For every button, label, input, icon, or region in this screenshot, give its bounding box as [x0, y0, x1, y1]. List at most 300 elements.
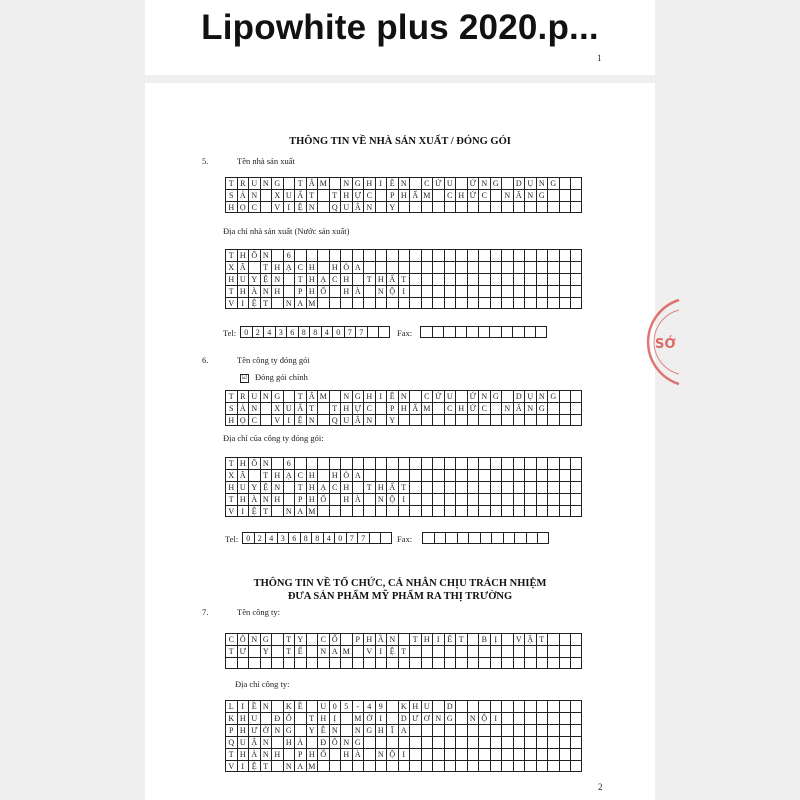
grid-cell: I — [398, 285, 410, 297]
grid-cell — [386, 457, 398, 469]
grid-cell — [294, 724, 306, 736]
grid-cell — [260, 201, 272, 213]
grid-cell — [455, 481, 467, 493]
packer-address-grid — [225, 457, 582, 517]
grid-row — [225, 633, 582, 645]
grid-cell — [352, 481, 364, 493]
packer-name-label: Tên công ty đóng gói — [237, 355, 310, 365]
grid-cell — [547, 261, 559, 273]
grid-cell — [386, 469, 398, 481]
grid-cell — [306, 736, 318, 748]
grid-cell — [570, 177, 582, 189]
grid-cell: Ậ — [524, 633, 536, 645]
manufacturer-name-label: Tên nhà sản xuất — [237, 156, 295, 166]
grid-cell: N — [271, 273, 283, 285]
company-name-grid — [225, 633, 582, 669]
grid-cell: 8 — [311, 532, 323, 544]
grid-cell: 8 — [300, 532, 312, 544]
grid-cell — [283, 657, 295, 669]
grid-cell — [536, 505, 548, 517]
grid-cell — [524, 748, 536, 760]
grid-cell: 4 — [265, 532, 277, 544]
grid-cell: T — [225, 177, 237, 189]
grid-cell — [444, 645, 456, 657]
section-5-number: 5. — [202, 156, 209, 166]
grid-cell: G — [352, 177, 364, 189]
grid-cell — [536, 201, 548, 213]
grid-cell — [547, 700, 559, 712]
grid-cell — [444, 724, 456, 736]
grid-cell — [421, 285, 433, 297]
grid-cell — [398, 414, 410, 426]
grid-cell — [248, 657, 260, 669]
grid-cell — [444, 201, 456, 213]
grid-cell: H — [271, 261, 283, 273]
grid-cell — [570, 712, 582, 724]
grid-cell: T — [294, 177, 306, 189]
grid-cell — [409, 748, 421, 760]
grid-cell: T — [455, 633, 467, 645]
grid-cell — [490, 273, 502, 285]
grid-cell — [559, 402, 571, 414]
grid-cell: U — [340, 201, 352, 213]
grid-cell — [421, 505, 433, 517]
grid-cell: Ệ — [248, 760, 260, 772]
manufacturer-name-grid — [225, 177, 582, 213]
grid-cell — [501, 390, 513, 402]
grid-cell: Ứ — [467, 189, 479, 201]
grid-cell: N — [248, 633, 260, 645]
grid-cell: H — [329, 261, 341, 273]
grid-row — [225, 736, 582, 748]
grid-cell: N — [363, 201, 375, 213]
grid-cell — [547, 724, 559, 736]
grid-cell — [455, 249, 467, 261]
grid-cell — [409, 481, 421, 493]
grid-cell — [490, 201, 502, 213]
grid-cell: A — [294, 760, 306, 772]
grid-cell — [501, 261, 513, 273]
grid-cell: Ệ — [248, 505, 260, 517]
grid-cell — [375, 505, 387, 517]
grid-cell: G — [271, 177, 283, 189]
grid-cell: Ẩ — [409, 189, 421, 201]
grid-cell: T — [260, 760, 272, 772]
grid-row — [225, 390, 582, 402]
grid-cell: C — [478, 189, 490, 201]
grid-cell — [490, 645, 502, 657]
grid-cell — [570, 261, 582, 273]
grid-cell: Ọ — [237, 414, 249, 426]
grid-cell — [340, 633, 352, 645]
grid-cell — [536, 724, 548, 736]
grid-cell: A — [329, 645, 341, 657]
grid-cell — [378, 326, 390, 338]
grid-cell: Y — [294, 633, 306, 645]
grid-cell — [306, 457, 318, 469]
grid-cell: A — [352, 469, 364, 481]
grid-cell: 7 — [344, 326, 356, 338]
grid-cell: C — [421, 390, 433, 402]
grid-cell — [536, 748, 548, 760]
grid-cell — [421, 748, 433, 760]
grid-cell — [455, 760, 467, 772]
grid-row — [225, 760, 582, 772]
grid-cell: T — [283, 645, 295, 657]
grid-cell — [467, 201, 479, 213]
grid-cell — [375, 414, 387, 426]
grid-cell — [444, 657, 456, 669]
grid-cell: Ờ — [260, 724, 272, 736]
grid-cell — [547, 414, 559, 426]
grid-cell — [478, 700, 490, 712]
grid-cell: Ã — [237, 261, 249, 273]
grid-cell — [380, 532, 392, 544]
grid-cell — [444, 481, 456, 493]
grid-cell: X — [225, 261, 237, 273]
grid-cell: C — [294, 261, 306, 273]
grid-cell — [421, 297, 433, 309]
grid-cell — [421, 249, 433, 261]
grid-cell — [329, 297, 341, 309]
grid-cell — [432, 724, 444, 736]
grid-cell: N — [260, 457, 272, 469]
grid-cell — [559, 505, 571, 517]
grid-cell — [570, 297, 582, 309]
grid-cell — [570, 273, 582, 285]
grid-cell — [271, 297, 283, 309]
grid-cell — [432, 645, 444, 657]
grid-cell — [421, 760, 433, 772]
grid-cell — [271, 457, 283, 469]
grid-cell: Ụ — [524, 390, 536, 402]
grid-cell — [524, 505, 536, 517]
grid-cell — [409, 285, 421, 297]
grid-cell: H — [225, 414, 237, 426]
grid-cell — [478, 273, 490, 285]
grid-cell — [386, 505, 398, 517]
grid-cell — [455, 469, 467, 481]
grid-cell — [409, 724, 421, 736]
grid-cell — [409, 657, 421, 669]
grid-cell: Ớ — [363, 712, 375, 724]
grid-row — [225, 297, 582, 309]
grid-cell — [432, 469, 444, 481]
grid-row — [225, 177, 582, 189]
grid-cell — [432, 457, 444, 469]
grid-cell — [501, 505, 513, 517]
grid-cell — [363, 657, 375, 669]
grid-cell — [547, 493, 559, 505]
grid-row — [225, 261, 582, 273]
grid-cell — [524, 657, 536, 669]
grid-cell — [467, 736, 479, 748]
grid-cell: Ơ — [421, 712, 433, 724]
grid-cell — [570, 414, 582, 426]
manufacturer-address-label: Địa chỉ nhà sản xuất (Nước sản xuất) — [223, 226, 350, 236]
grid-row — [225, 712, 582, 724]
grid-cell — [559, 249, 571, 261]
grid-cell — [547, 402, 559, 414]
grid-cell: M — [340, 645, 352, 657]
grid-cell: À — [248, 493, 260, 505]
grid-cell — [455, 724, 467, 736]
grid-cell — [559, 285, 571, 297]
grid-cell: Ứ — [467, 177, 479, 189]
section-6-number: 6. — [202, 355, 209, 365]
grid-cell — [340, 657, 352, 669]
grid-cell — [375, 201, 387, 213]
grid-cell — [317, 249, 329, 261]
grid-cell — [501, 760, 513, 772]
grid-cell — [421, 657, 433, 669]
grid-cell — [444, 748, 456, 760]
grid-cell — [501, 748, 513, 760]
grid-cell — [375, 189, 387, 201]
grid-cell — [421, 273, 433, 285]
grid-cell: T — [225, 390, 237, 402]
grid-cell: N — [260, 748, 272, 760]
grid-cell — [536, 469, 548, 481]
grid-row — [225, 700, 582, 712]
grid-cell: Ệ — [248, 297, 260, 309]
grid-cell — [352, 645, 364, 657]
grid-cell — [536, 712, 548, 724]
grid-cell: G — [536, 189, 548, 201]
grid-cell: H — [409, 700, 421, 712]
grid-cell — [398, 505, 410, 517]
grid-cell — [570, 481, 582, 493]
grid-cell: C — [317, 633, 329, 645]
grid-cell — [306, 645, 318, 657]
grid-cell — [478, 493, 490, 505]
packer-tel-grid — [242, 532, 392, 544]
grid-cell — [512, 326, 524, 338]
grid-cell: Ố — [317, 748, 329, 760]
grid-cell — [306, 249, 318, 261]
grid-cell — [490, 505, 502, 517]
grid-cell: T — [225, 645, 237, 657]
grid-cell — [536, 645, 548, 657]
grid-cell — [467, 657, 479, 669]
grid-cell — [478, 760, 490, 772]
grid-cell — [386, 249, 398, 261]
grid-cell: N — [248, 189, 260, 201]
grid-cell: T — [283, 633, 295, 645]
grid-cell: Ấ — [386, 481, 398, 493]
grid-cell — [421, 469, 433, 481]
grid-cell: H — [306, 493, 318, 505]
grid-cell: H — [340, 748, 352, 760]
grid-cell: H — [237, 724, 249, 736]
grid-cell: N — [248, 402, 260, 414]
grid-cell: N — [340, 390, 352, 402]
grid-cell — [283, 390, 295, 402]
grid-cell: H — [306, 261, 318, 273]
grid-cell: Ề — [248, 700, 260, 712]
grid-cell — [317, 505, 329, 517]
grid-cell: I — [237, 700, 249, 712]
grid-cell: N — [260, 736, 272, 748]
grid-cell: Ị — [329, 712, 341, 724]
grid-cell: C — [248, 414, 260, 426]
grid-cell — [294, 712, 306, 724]
grid-cell — [524, 457, 536, 469]
grid-cell: T — [225, 748, 237, 760]
grid-cell: N — [352, 724, 364, 736]
grid-cell: V — [513, 633, 525, 645]
grid-cell: Ả — [237, 402, 249, 414]
grid-row — [225, 724, 582, 736]
grid-cell — [478, 645, 490, 657]
grid-cell — [444, 736, 456, 748]
responsible-heading-line1: THÔNG TIN VỀ TỔ CHỨC, CÁ NHÂN CHỊU TRÁCH NHIỆM — [253, 578, 547, 589]
grid-cell: 4 — [321, 326, 333, 338]
grid-cell — [467, 469, 479, 481]
grid-cell — [317, 760, 329, 772]
manufacturer-tel-label: Tel: — [223, 328, 237, 338]
grid-cell: Ế — [294, 645, 306, 657]
grid-cell: G — [547, 177, 559, 189]
grid-cell: 4 — [363, 700, 375, 712]
grid-cell: H — [363, 177, 375, 189]
grid-cell — [524, 760, 536, 772]
grid-cell — [478, 414, 490, 426]
grid-cell: U — [340, 414, 352, 426]
grid-cell — [513, 505, 525, 517]
grid-cell: Ô — [283, 712, 295, 724]
packer-address-label: Địa chỉ của công ty đóng gói: — [223, 433, 324, 443]
grid-cell: Ề — [294, 700, 306, 712]
grid-cell — [455, 457, 467, 469]
grid-cell — [547, 189, 559, 201]
grid-cell — [536, 481, 548, 493]
grid-cell — [513, 414, 525, 426]
grid-row — [225, 402, 582, 414]
grid-cell: Đ — [271, 712, 283, 724]
grid-cell — [329, 505, 341, 517]
grid-cell — [501, 633, 513, 645]
grid-cell: S — [225, 402, 237, 414]
grid-cell: T — [294, 481, 306, 493]
grid-cell — [570, 402, 582, 414]
grid-cell — [570, 748, 582, 760]
grid-cell — [467, 493, 479, 505]
grid-cell — [421, 724, 433, 736]
grid-cell — [467, 261, 479, 273]
grid-cell: À — [352, 285, 364, 297]
grid-cell: N — [340, 177, 352, 189]
grid-cell: Ư — [237, 645, 249, 657]
grid-cell — [524, 469, 536, 481]
grid-cell: I — [237, 297, 249, 309]
grid-cell: I — [283, 201, 295, 213]
grid-cell — [478, 748, 490, 760]
grid-cell — [409, 273, 421, 285]
grid-cell: M — [421, 402, 433, 414]
grid-row — [225, 469, 582, 481]
grid-cell — [570, 724, 582, 736]
grid-cell — [513, 469, 525, 481]
grid-cell: N — [478, 177, 490, 189]
grid-cell: H — [306, 273, 318, 285]
grid-cell — [490, 285, 502, 297]
grid-cell: G — [363, 724, 375, 736]
grid-row — [242, 532, 392, 544]
grid-cell — [455, 201, 467, 213]
grid-cell — [363, 760, 375, 772]
grid-cell — [260, 189, 272, 201]
grid-cell: 7 — [355, 326, 367, 338]
grid-cell — [421, 414, 433, 426]
grid-cell: T — [329, 402, 341, 414]
grid-cell: Ọ — [237, 201, 249, 213]
grid-cell — [501, 736, 513, 748]
grid-cell — [536, 261, 548, 273]
grid-cell — [536, 700, 548, 712]
grid-cell — [455, 414, 467, 426]
grid-cell — [432, 748, 444, 760]
grid-cell: H — [340, 481, 352, 493]
grid-cell: N — [283, 505, 295, 517]
grid-cell: Ộ — [386, 493, 398, 505]
grid-cell: N — [363, 414, 375, 426]
grid-cell — [513, 249, 525, 261]
grid-cell: T — [225, 249, 237, 261]
page-1-number: 1 — [597, 53, 602, 63]
grid-cell: Ự — [352, 189, 364, 201]
grid-cell: Ộ — [386, 285, 398, 297]
grid-cell — [422, 532, 434, 544]
grid-cell — [478, 724, 490, 736]
grid-cell — [271, 736, 283, 748]
grid-cell: V — [271, 414, 283, 426]
grid-cell — [559, 390, 571, 402]
grid-cell — [386, 700, 398, 712]
grid-cell: P — [386, 189, 398, 201]
grid-cell: M — [306, 297, 318, 309]
grid-cell — [547, 457, 559, 469]
grid-cell: T — [536, 633, 548, 645]
grid-cell: V — [271, 201, 283, 213]
grid-cell: P — [225, 724, 237, 736]
grid-cell — [375, 402, 387, 414]
grid-cell: Y — [248, 481, 260, 493]
grid-cell: Ứ — [467, 402, 479, 414]
grid-cell: Ò — [340, 261, 352, 273]
grid-cell: V — [225, 505, 237, 517]
grid-cell — [547, 657, 559, 669]
grid-cell: U — [283, 402, 295, 414]
grid-cell — [524, 645, 536, 657]
grid-cell — [409, 414, 421, 426]
grid-cell: T — [225, 493, 237, 505]
grid-cell — [513, 657, 525, 669]
responsible-heading-line2: ĐƯA SẢN PHẨM MỸ PHẨM RA THỊ TRƯỜNG — [287, 591, 513, 602]
grid-cell — [570, 469, 582, 481]
packer-fax-grid — [422, 532, 549, 544]
grid-cell: P — [294, 493, 306, 505]
grid-cell: T — [398, 273, 410, 285]
grid-cell: T — [260, 297, 272, 309]
grid-cell: H — [329, 469, 341, 481]
grid-cell — [480, 532, 492, 544]
grid-cell: H — [421, 633, 433, 645]
grid-cell: G — [271, 390, 283, 402]
grid-cell: G — [352, 736, 364, 748]
grid-cell — [547, 273, 559, 285]
grid-cell — [369, 532, 381, 544]
